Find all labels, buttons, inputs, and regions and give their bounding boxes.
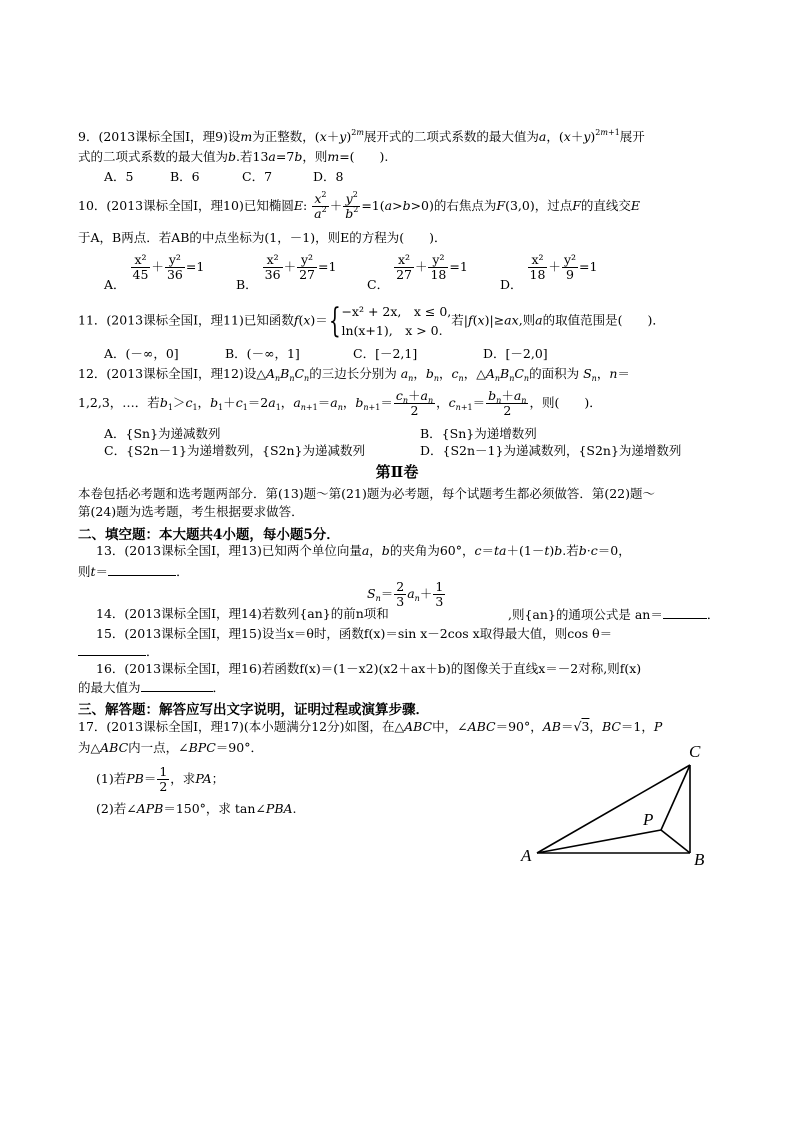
q12-text: 12．(2013课标全国Ⅰ，理12)设△ — [78, 366, 266, 381]
q17-text: 17．(2013课标全国Ⅰ，理17)(本小题满分12分)如图，在△ — [78, 719, 405, 734]
answer-blank[interactable] — [663, 606, 707, 619]
label-c: C — [689, 742, 701, 761]
q13-text: 若 — [566, 543, 579, 558]
case-1: −x² + 2x, x ≤ 0, — [341, 304, 452, 319]
q10-option-d: D． $\frac{\text{x²}}{18}$ ＋ $\frac{\text{y²}}{9}$ =1 — [500, 252, 598, 292]
triangle-figure — [510, 735, 720, 870]
option-eq: =1 — [185, 259, 205, 274]
q12-text: ＝2 — [247, 395, 269, 410]
label-p: P — [643, 810, 654, 829]
option-num: x² — [394, 253, 414, 268]
q14-text: ． — [706, 607, 720, 622]
q10-option-a: A． $\frac{\text{x²}}{45}$ ＋ $\frac{\text{y²}}{36}$ =1 — [104, 252, 205, 292]
option-eq: =1 — [318, 259, 337, 274]
q11-text: 若| — [451, 312, 468, 328]
q13-text: ＝0， — [597, 543, 631, 558]
option-letter: C． — [367, 277, 390, 292]
q11-text: 11．(2013课标全国Ⅰ，理11)已知函数 — [78, 312, 294, 328]
q12-text: ＞ — [172, 395, 186, 410]
q12-option-d: D．{S2n－1}为递减数列，{S2n}为递增数列 — [420, 443, 682, 458]
q12-text: ， — [596, 366, 610, 381]
q17-text: ＝ — [143, 771, 157, 786]
label-b: B — [694, 850, 705, 869]
q16-line2 — [78, 679, 225, 696]
q14-line — [508, 606, 719, 623]
option-den: 27 — [299, 267, 315, 282]
frac-num: 1 — [435, 579, 444, 594]
q11-text: ,则 — [518, 312, 536, 328]
q9-text: 为正整数， — [252, 129, 315, 144]
q17-text: ＝90°． — [215, 740, 263, 755]
q12-text: 的面积为 — [529, 366, 580, 381]
q10-line1: 10．(2013课标全国Ⅰ，理10)已知椭圆E: $\frac{x^2}{a^2}$ ＋ $\frac{y^2}{b^2}$ =1(a>b>0)的右焦点为F(3,0)，过点F的直线交E — [78, 190, 641, 221]
q15-text: ． — [146, 644, 159, 659]
q13-text: ． — [176, 564, 189, 579]
segment-bp — [661, 830, 690, 853]
option-letter: B． — [236, 277, 258, 292]
frac-num: 2 — [396, 579, 405, 594]
q12-text: ＝ — [317, 395, 331, 410]
q12-option-a: A．{Sn}为递减数列 — [104, 426, 221, 441]
section-fill-in-title: 二、填空题：本大题共4小题，每小题5分． — [78, 527, 340, 543]
answer-blank[interactable] — [141, 679, 213, 692]
option-den: 18 — [430, 267, 447, 282]
q12-line2: 1,2,3，…．若$b_1>c_1$，$b_1+c_1=2a_1$，$a_{n+1}=a_n$，$b_{n+1}=$ $\frac{c_n+a_n}{2}$ ，$c_{n+1}=$ $\frac{b_n+a_n}{2}$ ，则( )． — [78, 388, 602, 418]
q9-text: 展开 — [619, 129, 645, 144]
q14-text-a: 14．(2013课标全国Ⅰ，理14)若数列{an}的前n项和 — [96, 606, 389, 621]
q10-text: 的直线交 — [580, 198, 631, 213]
q11-option-b: B．(－∞，1] — [225, 346, 300, 361]
var-m: m — [240, 129, 253, 144]
q10-text: =1( — [361, 198, 385, 213]
option-eq: =1 — [449, 259, 468, 274]
frac-num: 1 — [159, 764, 168, 779]
q15-line2 — [78, 643, 159, 660]
option-eq: =1 — [579, 259, 598, 274]
edge-ac — [537, 765, 690, 853]
answer-blank[interactable] — [108, 563, 176, 576]
q12-text: ，则( )． — [529, 395, 602, 410]
q17-line1: 17．(2013课标全国Ⅰ，理17)(本小题满分12分)如图，在△ABC中，∠ABC＝90°，AB＝√3，BC＝1，P — [78, 719, 663, 734]
label-a: A — [521, 846, 532, 865]
q12-option-b: B．{Sn}为递增数列 — [420, 426, 537, 441]
q17-sub2: (2)若∠APB＝150°，求 tan∠PBA. — [96, 801, 297, 816]
q13-text: 的夹角为60°， — [389, 543, 475, 558]
q17-sub1: (1)若PB＝ $\frac{1}{2}$ ，求PA； — [96, 764, 225, 794]
part2-intro-line2: 第(24)题为选考题，考生根据要求做答． — [78, 504, 304, 519]
q12-text: 1,2,3，…．若 — [78, 395, 160, 410]
q10-option-c: C． $\frac{\text{x²}}{27}$ ＋ $\frac{\text{y²}}{18}$ =1 — [367, 252, 468, 292]
q10-text: 10．(2013课标全国Ⅰ，理10)已知椭圆 — [78, 198, 294, 213]
q9-option-c: C．7 — [242, 169, 273, 184]
q17-text: (1)若 — [96, 771, 127, 786]
q11-text: |≥ — [489, 312, 505, 328]
q17-line2: 为△ABC内一点，∠BPC＝90°． — [78, 740, 263, 755]
q9-text: .若13 — [236, 149, 269, 164]
q17-text: ＝150°，求 tan∠ — [163, 801, 266, 816]
q13-text: 则 — [78, 564, 91, 579]
q12-text: ，△ — [463, 366, 486, 381]
q12-line1: 12．(2013课标全国Ⅰ，理12)设$\triangle A_nB_nC_n$的三边长分别为 $a_n$，$b_n$，$c_n$，$\triangle A_nB_nC_n$的面积为 $S_n$，n＝ — [78, 366, 630, 383]
option-num: y² — [428, 253, 448, 268]
q12-option-c: C．{S2n－1}为递增数列，{S2n}为递减数列 — [104, 443, 365, 458]
fraction: $\frac{x^2}{a^2}$ — [314, 190, 327, 221]
q12-text: 的三边长分别为 — [309, 366, 397, 381]
q16-line1: 16．(2013课标全国Ⅰ，理16)若函数f(x)＝(1－x2)(x2＋ax＋b)的图像关于直线x＝－2对称,则f(x) — [96, 661, 642, 676]
q13-text: ＝ — [95, 564, 109, 579]
option-den: 36 — [264, 267, 281, 282]
q13-line1: 13．(2013课标全国Ⅰ，理13)已知两个单位向量a，b的夹角为60°，c＝ta＋(1－t)b.若b·c＝0， — [96, 543, 631, 558]
part2-intro-line1: 本卷包括必考题和选考题两部分．第(13)题～第(21)题为必考题，每个试题考生都必须做答．第(22)题～ — [78, 486, 655, 501]
segment-cp — [661, 765, 690, 830]
option-num: x² — [131, 253, 151, 268]
q16-text: 的最大值为 — [78, 680, 141, 695]
q9-text: =7 — [275, 149, 295, 164]
section-answer-title: 三、解答题：解答应写出文字说明，证明过程或演算步骤． — [78, 702, 429, 718]
option-den: 9 — [566, 267, 574, 282]
q9-text: 9．(2013课标全国Ⅰ，理9)设 — [78, 129, 241, 144]
frac-den: 3 — [396, 594, 405, 609]
q11-option-d: D．[－2,0] — [483, 346, 548, 361]
q13-text: ＝ — [481, 543, 494, 558]
q17-text: ＝1， — [620, 719, 654, 734]
q9-option-a: A．5 — [104, 169, 134, 184]
q10-text: >0)的右焦点为 — [410, 198, 497, 213]
q9-line1: 9．(2013课标全国Ⅰ，理9)设m为正整数，$(x+y)^{2m}$展开式的二项式系数的最大值为a，$(x+y)^{2m+1}$展开 — [78, 128, 645, 144]
piecewise-cases — [341, 302, 451, 340]
option-num: y² — [563, 252, 577, 267]
q13-line2: 则t＝ ． — [78, 564, 189, 579]
q17-text: 中，∠ — [432, 719, 468, 734]
q10-text: > — [392, 198, 403, 213]
q15-line1: 15．(2013课标全国Ⅰ，理15)设当x＝θ时，函数f(x)＝sin x－2cos x取得最大值，则cos θ＝ — [96, 626, 613, 641]
option-num: x² — [263, 253, 283, 268]
answer-blank[interactable] — [78, 643, 146, 656]
q17-text: 为△ — [78, 740, 101, 755]
q17-text: . — [292, 801, 297, 816]
q9-text: =( ). — [339, 149, 389, 164]
q17-text: ＝ — [560, 719, 574, 734]
q17-text: ； — [211, 771, 225, 786]
q11-option-a: A．(－∞，0] — [104, 346, 179, 361]
frac-den: 3 — [435, 594, 444, 609]
option-letter: D． — [500, 277, 523, 292]
q10-option-b: B． $\frac{\text{x²}}{36}$ ＋ $\frac{\text{y²}}{27}$ =1 — [236, 252, 337, 292]
q9-option-b: B．6 — [170, 169, 200, 184]
q11-option-c: C．[－2,1] — [353, 346, 418, 361]
q13-text: 13．(2013课标全国Ⅰ，理13)已知两个单位向量 — [96, 543, 362, 558]
option-den: 18 — [529, 267, 546, 282]
q10-line2: 于A，B两点．若AB的中点坐标为(1，－1)，则E的方程为( )． — [78, 230, 447, 245]
q17-text: 内一点，∠ — [128, 740, 189, 755]
option-den: 45 — [132, 267, 149, 282]
q14-text: ,则{an}的通项公式是 an＝ — [508, 607, 663, 622]
option-num: x² — [528, 253, 548, 268]
fraction: $\frac{y^2}{b^2}$ — [345, 190, 359, 221]
q11-text: 的取值范围是( )． — [542, 312, 665, 328]
q11-line: 11．(2013课标全国Ⅰ，理11)已知函数f(x)＝{ −x² + 2x, x ≤ 0, ln(x+1), x > 0. 若|f(x)|≥ax,则a的取值范围是( )． — [78, 301, 665, 341]
q9-line2: 式的二项式系数的最大值为b.若13a=7b，则m=( ). — [78, 149, 389, 164]
q9-option-d: D．8 — [313, 169, 344, 184]
q17-text: (2)若∠ — [96, 801, 137, 816]
option-den: 27 — [396, 267, 412, 282]
q10-text: (3,0)，过点 — [505, 198, 573, 213]
part2-title: 第Ⅱ卷 — [375, 463, 419, 481]
q9-text: ，则 — [302, 149, 328, 164]
option-num: y² — [297, 253, 317, 268]
option-den: 36 — [166, 267, 183, 282]
option-letter: A． — [104, 277, 126, 292]
q13-text: ＋(1－ — [506, 543, 545, 558]
q14-sn-formula: $S_n=$ $\frac{2}{3}$ $a_n+$ $\frac{1}{3}$ — [367, 579, 444, 609]
q16-text: ． — [212, 680, 226, 695]
option-num: y² — [165, 253, 185, 268]
q17-text: ＝90°， — [495, 719, 543, 734]
q17-text: ， — [589, 719, 602, 734]
case-2: ln(x+1), x > 0. — [341, 323, 443, 338]
q9-text: 展开式的二项式系数的最大值为 — [363, 129, 539, 144]
q9-text: 式的二项式系数的最大值为 — [78, 149, 229, 164]
q17-text: ，求 — [170, 771, 196, 786]
frac-den: 2 — [159, 779, 168, 794]
q12-text: ＝ — [617, 366, 630, 381]
